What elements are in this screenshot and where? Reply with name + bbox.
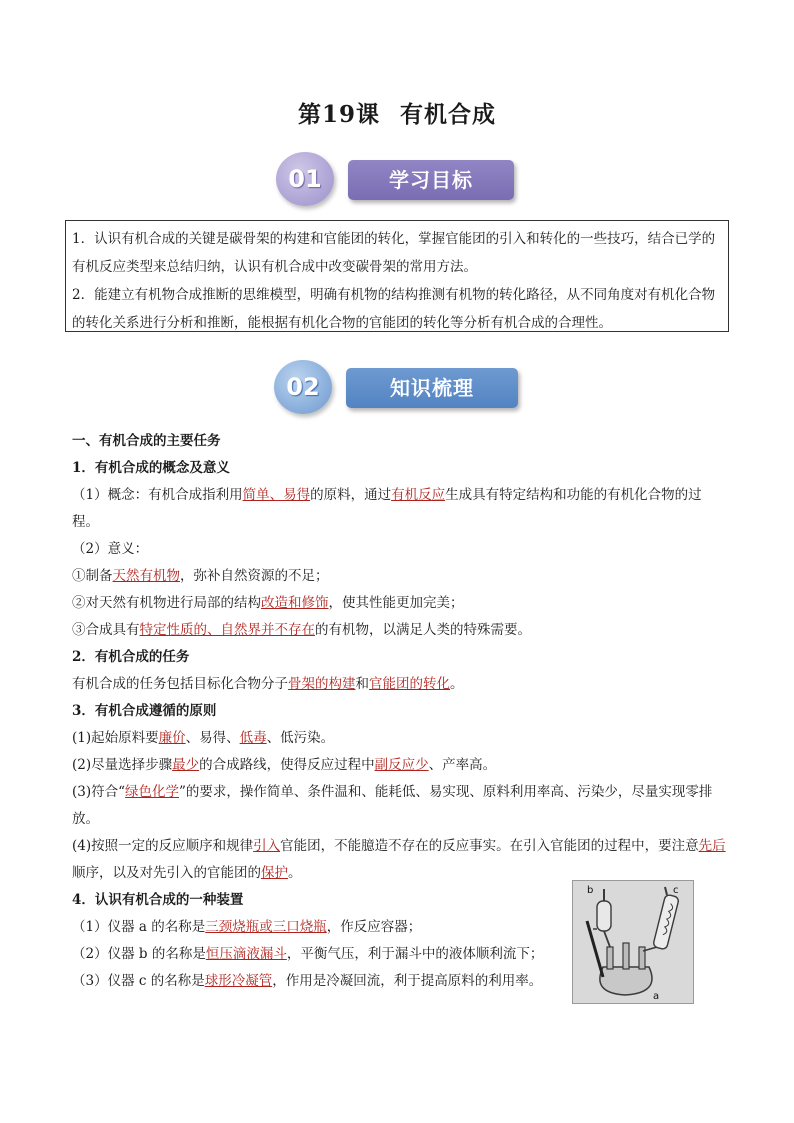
answer-blank: 有机反应: [391, 487, 446, 503]
concept-paragraph: （1）概念：有机合成指利用简单、易得的原料，通过有机反应生成具有特定结构和功能的有机化合物的过程。: [72, 487, 702, 530]
answer-blank: 骨架的构建: [288, 676, 356, 692]
subsection-heading: 3．有机合成遵循的原则: [72, 703, 217, 719]
answer-blank: 副反应少: [374, 757, 429, 773]
label-a: a: [653, 991, 660, 1002]
flask-shape: [600, 967, 652, 995]
badge-number-02: 02: [274, 360, 332, 414]
answer-blank: 绿色化学: [125, 784, 180, 800]
apparatus-photo: [572, 880, 694, 1004]
task-paragraph: 有机合成的任务包括目标化合物分子骨架的构建和官能团的转化。: [72, 676, 464, 692]
page-title: [0, 96, 794, 129]
subsection-heading: 2．有机合成的任务: [72, 649, 190, 665]
answer-blank: 恒压滴液漏斗: [205, 946, 287, 962]
lesson-number: 第19课: [297, 101, 380, 128]
apparatus-item: （3）仪器 c 的名称是球形冷凝管，作用是冷凝回流，利于提高原料的利用率。: [72, 973, 543, 989]
badge-number-01: 01: [276, 152, 334, 206]
answer-blank: 先后: [698, 838, 726, 854]
subsection-heading: 1．有机合成的概念及意义: [72, 460, 230, 476]
section-badge-knowledge: [346, 368, 518, 408]
badge-label: 学习目标: [389, 168, 473, 192]
answer-blank: 低毒: [239, 730, 267, 746]
subsection-heading: 4．认识有机合成的一种装置: [72, 892, 244, 908]
section-badge-goals: [348, 160, 514, 200]
answer-blank: 官能团的转化: [369, 676, 450, 692]
meaning-label: （2）意义：: [72, 541, 149, 557]
answer-blank: 最少: [172, 757, 200, 773]
answer-blank: 天然有机物: [112, 568, 180, 584]
answer-blank: 改造和修饰: [261, 595, 329, 611]
goal-item: 1．认识有机合成的关键是碳骨架的构建和官能团的转化，掌握官能团的引入和转化的一些技巧，结合已学的有机反应类型来总结归纳，认识有机合成中改变碳骨架的常用方法。: [72, 231, 716, 275]
goal-item: 2．能建立有机物合成推断的思维模型，明确有机物的结构推测有机物的转化路径，从不同角度对有机化合物的转化关系进行分析和推断，能根据有机化合物的官能团的转化等分析有机合成的合理性。: [72, 287, 716, 331]
principle-item: (4)按照一定的反应顺序和规律引入官能团，不能臆造不存在的反应事实。在引入官能团的过程中，要注意先后顺序，以及对先引入的官能团的保护。: [72, 838, 726, 881]
lesson-topic: 有机合成: [400, 101, 496, 128]
principle-item: (3)符合“绿色化学”的要求，操作简单、条件温和、能耗低、易实现、原料利用率高、污染少，尽量实现零排放。: [72, 784, 713, 827]
meaning-item: ②对天然有机物进行局部的结构改造和修饰，使其性能更加完美；: [72, 595, 464, 611]
apparatus-item: （2）仪器 b 的名称是恒压滴液漏斗，平衡气压，利于漏斗中的液体顺利流下；: [72, 946, 544, 962]
label-b: b: [587, 885, 594, 896]
principle-item: (1)起始原料要廉价、易得、低毒、低污染。: [72, 730, 335, 746]
answer-blank: 保护: [261, 865, 288, 881]
section-heading: 一、有机合成的主要任务: [72, 433, 221, 449]
principle-item: (2)尽量选择步骤最少的合成路线，使得反应过程中副反应少、产率高。: [72, 757, 497, 773]
meaning-item: ①制备天然有机物，弥补自然资源的不足；: [72, 568, 329, 584]
dropping-funnel-shape: [597, 901, 611, 931]
apparatus-drawing: [573, 881, 693, 1003]
apparatus-item: （1）仪器 a 的名称是三颈烧瓶或三口烧瓶，作反应容器；: [72, 919, 422, 935]
answer-blank: 引入: [253, 838, 281, 854]
answer-blank: 三颈烧瓶或三口烧瓶: [205, 919, 327, 935]
learning-goals-box: [65, 220, 729, 332]
meaning-item: ③合成具有特定性质的、自然界并不存在的有机物，以满足人类的特殊需要。: [72, 622, 531, 638]
answer-blank: 球形冷凝管: [204, 973, 273, 989]
answer-blank: 简单、易得: [242, 487, 311, 503]
answer-blank: 廉价: [158, 730, 186, 746]
label-c: c: [673, 885, 679, 896]
badge-label: 知识梳理: [390, 376, 474, 400]
answer-blank: 特定性质的、自然界并不存在: [139, 622, 315, 638]
